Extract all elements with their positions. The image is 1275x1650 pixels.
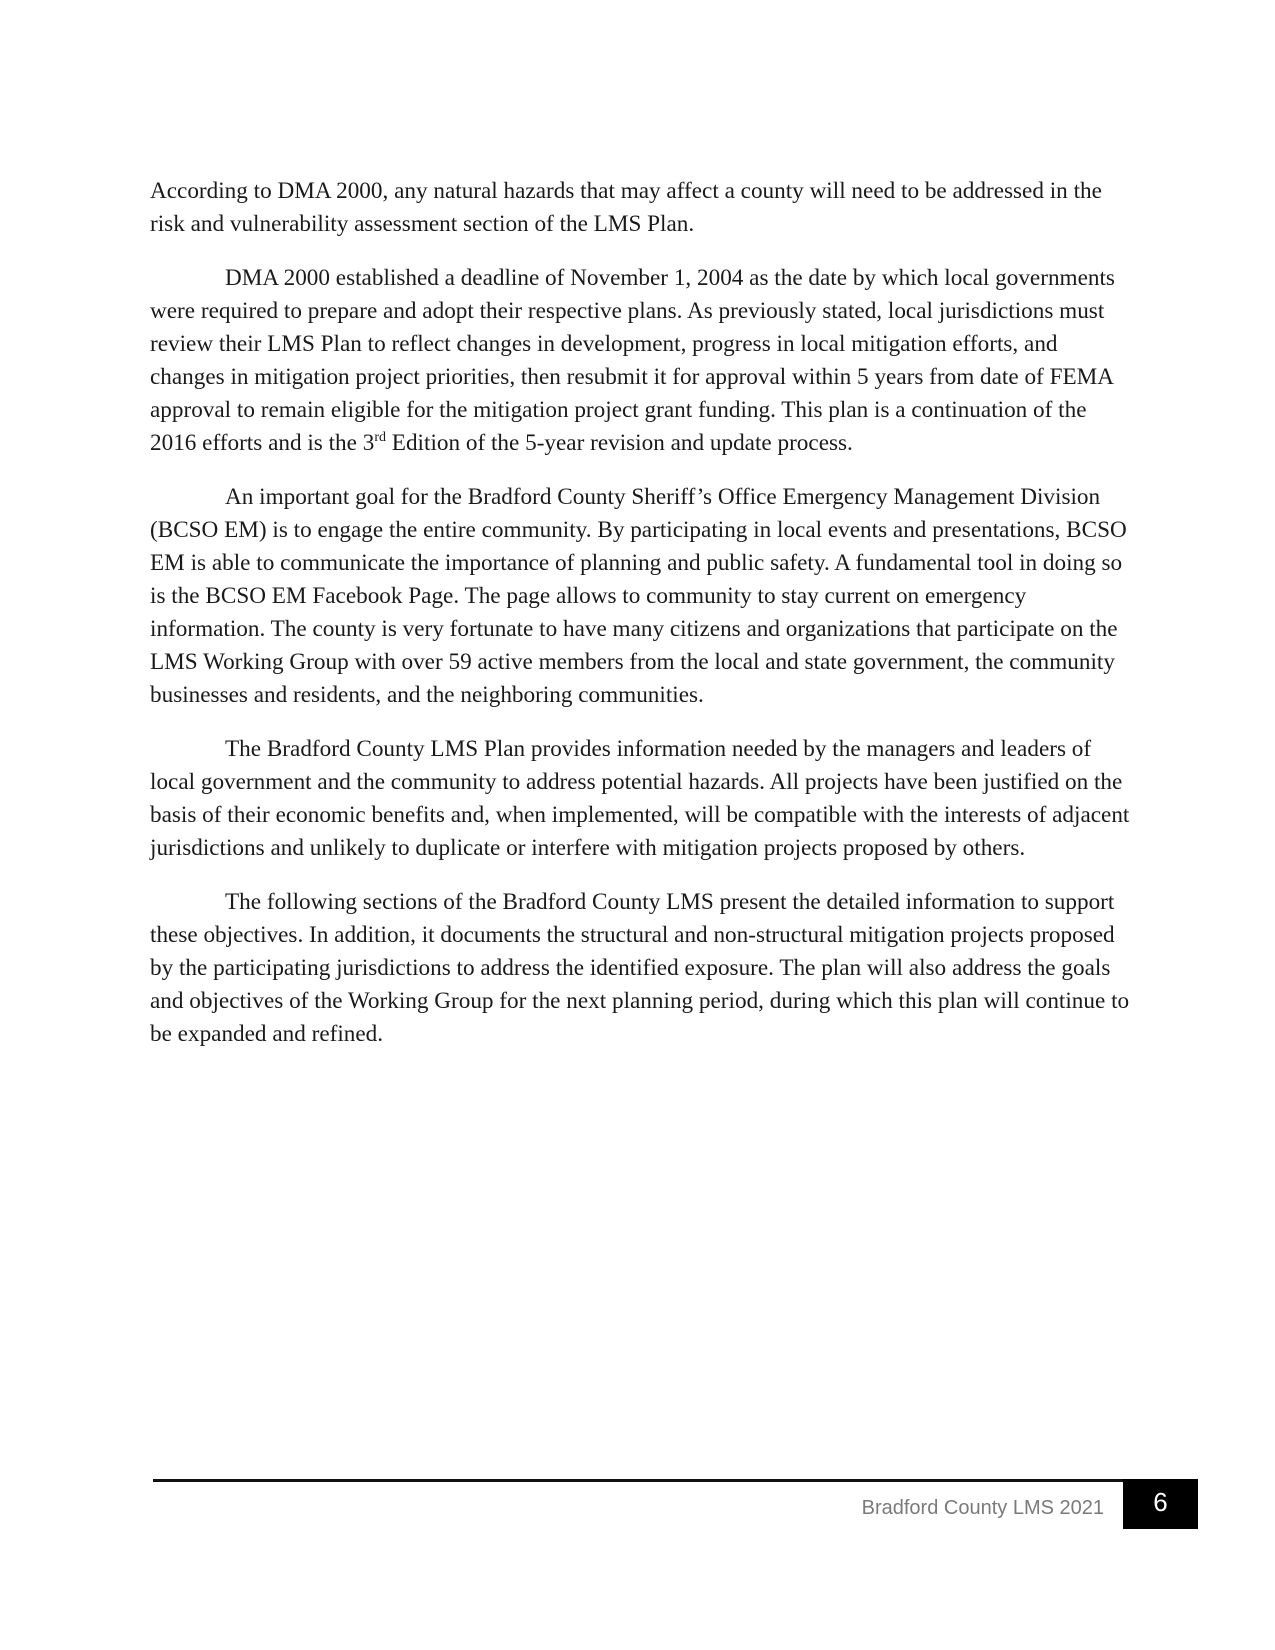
paragraph-deadline-text: DMA 2000 established a deadline of November 1, 2004 as the date by which local governments were required to prepare and adopt their respective plans. As previously stated, local jurisdictions must review their LMS Plan to reflect changes in development, progress in local mitigation efforts, and changes in mitigation project priorities, then resubmit it for approval within 5 years from date of FEMA approval to remain eligible for the mitigation project grant funding. This plan is a continuation of the 2016 efforts and is the 3 bbox=[150, 265, 1115, 456]
footer-divider bbox=[153, 1479, 1153, 1482]
ordinal-suffix: rd bbox=[374, 430, 386, 445]
paragraph-following-sections: The following sections of the Bradford County LMS present the detailed information to support these objectives. In addition, it documents the structural and non-structural mitigation projects proposed by the participating jurisdictions to address the identified exposure. The plan will also address the goals and objectives of the Working Group for the next planning period, during which this plan will continue to be expanded and refined. bbox=[150, 889, 1130, 1047]
paragraph-community-goal: An important goal for the Bradford County Sheriff’s Office Emergency Management Division (BCSO EM) is to engage the entire community. By participating in local events and presentations, BCSO EM is able to communicate the importance of planning and public safety. A fundamental tool in doing so is the BCSO EM Facebook Page. The page allows to community to stay current on emergency information. The county is very fortunate to have many citizens and organizations that participate on the LMS Working Group with over 59 active members from the local and state government, the community businesses and residents, and the neighboring communities. bbox=[150, 484, 1127, 708]
paragraph-dma-intro: According to DMA 2000, any natural hazards that may affect a county will need to be addressed in the risk and vulnerability assessment section of the LMS Plan. bbox=[150, 178, 1102, 237]
page-number: 6 bbox=[1123, 1479, 1198, 1529]
footer-document-title: Bradford County LMS 2021 bbox=[861, 1497, 1104, 1519]
paragraph-deadline-text-end: Edition of the 5-year revision and update process. bbox=[386, 430, 853, 456]
body-text bbox=[150, 175, 1130, 1072]
paragraph-plan-info: The Bradford County LMS Plan provides information needed by the managers and leaders of local government and the community to address potential hazards. All projects have been justified on the basis of their economic benefits and, when implemented, will be compatible with the interests of adjacent jurisdictions and unlikely to duplicate or interfere with mitigation projects proposed by others. bbox=[150, 736, 1130, 861]
paragraph-deadline bbox=[150, 262, 1130, 460]
